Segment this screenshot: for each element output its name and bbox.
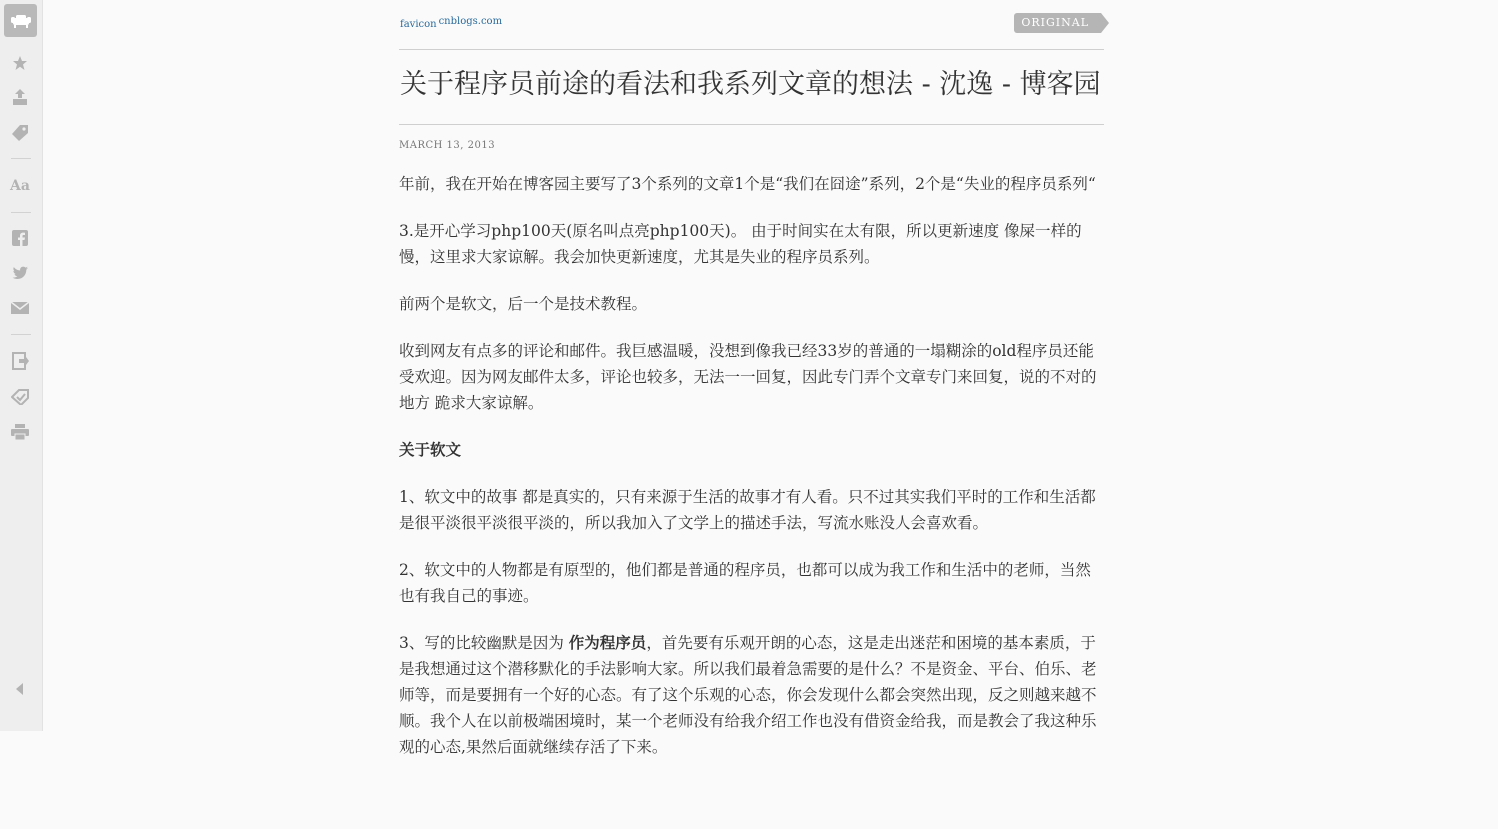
bold-text: 作为程序员 bbox=[568, 633, 647, 652]
article-title: 关于程序员前途的看法和我系列文章的想法 - 沈逸 - 博客园 bbox=[399, 50, 1104, 125]
sidebar bbox=[0, 0, 43, 731]
paragraph bbox=[399, 630, 1104, 760]
facebook-icon[interactable] bbox=[9, 227, 31, 249]
paragraph: 3.是开心学习php100天(原名叫点亮php100天)。 由于时间实在太有限，所以更新速度 像屎一样的慢，这里求大家谅解。我会加快更新速度，尤其是失业的程序员系列。 bbox=[399, 222, 1082, 266]
paragraph: 前两个是软文，后一个是技术教程。 bbox=[399, 295, 648, 313]
paragraph: 1、软文中的故事 都是真实的，只有来源于生活的故事才有人看。只不过其实我们平时的工作和生活都是很平淡很平淡很平淡的，所以我加入了文学上的描述手法，写流水账没人会喜欢看。 bbox=[399, 488, 1096, 532]
print-icon[interactable] bbox=[9, 421, 31, 443]
source-link[interactable] bbox=[400, 16, 503, 30]
paragraph-text: 3、写的比较幽默是因为 bbox=[399, 634, 569, 652]
collapse-icon[interactable] bbox=[9, 678, 31, 700]
share-icon[interactable] bbox=[9, 86, 31, 108]
evernote-icon[interactable] bbox=[9, 386, 31, 408]
section-heading: 关于软文 bbox=[399, 440, 462, 459]
original-badge[interactable]: ORIGINAL bbox=[1014, 13, 1101, 33]
article bbox=[399, 0, 1104, 781]
paragraph-text: ，首先要有乐观开朗的心态，这是走出迷茫和困境的基本素质，于是我想通过这个潜移默化的手法影响大家。所以我们最着急需要的是什么？不是资金、平台、伯乐、老师等，而是要拥有一个好的心态。有了这个乐观的心态，你会发现什么都会突然出现，反之则越来越不顺。我个人在以前极端困境时，某一个老师没有给我介绍工作也没有借资金给我，而是教会了我这种乐观的心态,果然后面就继续存活了下来。 bbox=[399, 634, 1097, 756]
sidebar-separator bbox=[11, 158, 31, 159]
twitter-icon[interactable] bbox=[9, 262, 31, 284]
sidebar-separator bbox=[11, 212, 31, 213]
source-domain[interactable]: cnblogs.com bbox=[438, 16, 503, 27]
article-header bbox=[399, 0, 1104, 50]
home-button[interactable] bbox=[4, 4, 37, 37]
home-icon bbox=[10, 13, 32, 29]
email-icon[interactable] bbox=[9, 297, 31, 319]
sidebar-separator bbox=[11, 334, 31, 335]
paragraph: 收到网友有点多的评论和邮件。我巨感温暖，没想到像我已经33岁的普通的一塌糊涂的old程序员还能受欢迎。因为网友邮件太多，评论也较多，无法一一回复，因此专门弄个文章专门来回复，说的不对的地方 跪求大家谅解。 bbox=[399, 342, 1097, 412]
article-body bbox=[399, 171, 1104, 760]
favicon-image: favicon bbox=[400, 19, 437, 30]
paragraph: 2、软文中的人物都是有原型的，他们都是普通的程序员，也都可以成为我工作和生活中的老师，当然也有我自己的事迹。 bbox=[399, 561, 1091, 605]
kindle-icon[interactable] bbox=[9, 350, 31, 372]
article-date: MARCH 13, 2013 bbox=[399, 140, 496, 151]
font-icon[interactable]: Aa bbox=[10, 178, 30, 194]
tag-icon[interactable] bbox=[9, 122, 31, 144]
star-icon[interactable] bbox=[9, 52, 31, 74]
paragraph: 年前，我在开始在博客园主要写了3个系列的文章1个是“我们在囧途”系列，2个是“失业的程序员系列“ bbox=[399, 175, 1096, 193]
